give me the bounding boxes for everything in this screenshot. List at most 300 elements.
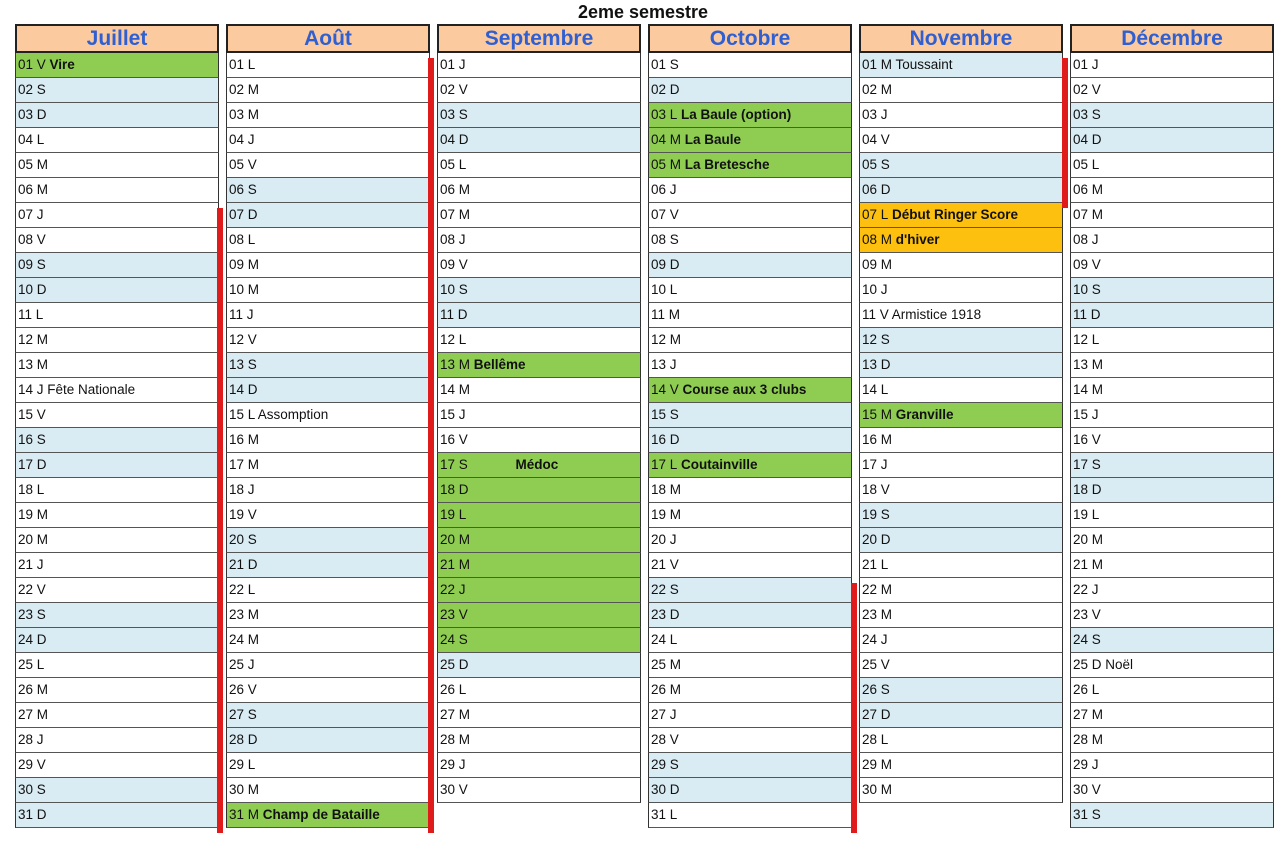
day-label: 10 D bbox=[18, 282, 47, 297]
month-header: Juillet bbox=[15, 24, 219, 53]
day-row bbox=[437, 228, 641, 253]
day-label: 01 M bbox=[862, 57, 893, 72]
day-row bbox=[1070, 528, 1274, 553]
day-row bbox=[226, 153, 430, 178]
day-label: 02 V bbox=[440, 82, 468, 97]
day-label: 10 J bbox=[862, 282, 888, 297]
day-row bbox=[15, 253, 219, 278]
day-label: 23 V bbox=[1073, 607, 1101, 622]
event-label: Champ de Bataille bbox=[259, 807, 380, 822]
day-row bbox=[226, 728, 430, 753]
event-label: d'hiver bbox=[892, 232, 940, 247]
day-row bbox=[648, 678, 852, 703]
day-label: 04 D bbox=[440, 132, 469, 147]
day-label: 22 M bbox=[862, 582, 893, 597]
day-row bbox=[1070, 53, 1274, 78]
day-row bbox=[859, 428, 1063, 453]
day-label: 30 V bbox=[1073, 782, 1101, 797]
day-row bbox=[437, 303, 641, 328]
day-row bbox=[859, 128, 1063, 153]
day-row bbox=[15, 503, 219, 528]
day-row bbox=[437, 778, 641, 803]
event-label: Toussaint bbox=[892, 57, 953, 72]
day-row bbox=[437, 553, 641, 578]
day-row bbox=[437, 153, 641, 178]
day-label: 07 D bbox=[229, 207, 258, 222]
day-row bbox=[1070, 503, 1274, 528]
day-row bbox=[15, 403, 219, 428]
day-row bbox=[226, 278, 430, 303]
day-label: 04 L bbox=[18, 132, 45, 147]
day-label: 01 S bbox=[651, 57, 679, 72]
day-row bbox=[1070, 128, 1274, 153]
day-label: 24 L bbox=[651, 632, 678, 647]
day-label: 11 M bbox=[651, 307, 681, 322]
day-row bbox=[226, 353, 430, 378]
day-row bbox=[226, 128, 430, 153]
day-label: 28 L bbox=[862, 732, 889, 747]
day-label: 16 D bbox=[651, 432, 680, 447]
day-row bbox=[859, 503, 1063, 528]
day-row bbox=[1070, 578, 1274, 603]
day-row bbox=[648, 628, 852, 653]
day-label: 20 M bbox=[1073, 532, 1104, 547]
day-row bbox=[1070, 678, 1274, 703]
day-label: 12 M bbox=[651, 332, 682, 347]
day-label: 17 L bbox=[651, 457, 678, 472]
day-label: 09 V bbox=[1073, 257, 1101, 272]
day-label: 22 J bbox=[440, 582, 466, 597]
day-row bbox=[648, 778, 852, 803]
day-label: 04 J bbox=[229, 132, 255, 147]
day-label: 27 M bbox=[440, 707, 471, 722]
day-label: 05 M bbox=[651, 157, 682, 172]
day-label: 22 V bbox=[18, 582, 46, 597]
day-label: 25 D bbox=[440, 657, 469, 672]
day-label: 27 M bbox=[18, 707, 49, 722]
day-label: 05 L bbox=[1073, 157, 1100, 172]
day-row bbox=[648, 603, 852, 628]
day-label: 05 M bbox=[18, 157, 49, 172]
day-row bbox=[437, 503, 641, 528]
day-label: 25 J bbox=[229, 657, 255, 672]
day-label: 15 L bbox=[229, 407, 255, 422]
event-label: Coutainville bbox=[677, 457, 758, 472]
day-label: 28 V bbox=[651, 732, 679, 747]
day-row bbox=[648, 328, 852, 353]
day-row bbox=[648, 728, 852, 753]
day-row bbox=[15, 203, 219, 228]
day-row bbox=[859, 178, 1063, 203]
day-row bbox=[859, 628, 1063, 653]
day-row bbox=[648, 153, 852, 178]
day-label: 21 J bbox=[18, 557, 44, 572]
day-row bbox=[226, 53, 430, 78]
day-label: 17 J bbox=[862, 457, 888, 472]
day-label: 12 V bbox=[229, 332, 257, 347]
day-label: 06 M bbox=[18, 182, 49, 197]
day-label: 18 D bbox=[440, 482, 469, 497]
day-row bbox=[859, 578, 1063, 603]
day-label: 19 S bbox=[862, 507, 890, 522]
day-row bbox=[437, 378, 641, 403]
day-row bbox=[1070, 303, 1274, 328]
day-row bbox=[437, 753, 641, 778]
day-label: 12 L bbox=[1073, 332, 1100, 347]
day-row bbox=[15, 328, 219, 353]
day-label: 14 M bbox=[440, 382, 471, 397]
day-label: 24 S bbox=[440, 632, 468, 647]
day-row bbox=[15, 353, 219, 378]
day-row bbox=[226, 253, 430, 278]
day-row bbox=[437, 203, 641, 228]
day-row bbox=[859, 553, 1063, 578]
day-label: 02 S bbox=[18, 82, 46, 97]
period-marker bbox=[1062, 58, 1068, 208]
day-row bbox=[1070, 328, 1274, 353]
day-label: 29 J bbox=[1073, 757, 1099, 772]
event-label: Vire bbox=[45, 57, 75, 72]
day-label: 22 L bbox=[229, 582, 256, 597]
day-row bbox=[1070, 353, 1274, 378]
day-row bbox=[437, 578, 641, 603]
day-label: 02 D bbox=[651, 82, 680, 97]
day-label: 01 L bbox=[229, 57, 256, 72]
day-label: 31 L bbox=[651, 807, 678, 822]
day-row bbox=[648, 378, 852, 403]
day-row bbox=[226, 178, 430, 203]
day-label: 26 L bbox=[440, 682, 467, 697]
day-row bbox=[437, 453, 641, 478]
day-row bbox=[859, 353, 1063, 378]
day-row bbox=[859, 453, 1063, 478]
day-row bbox=[648, 453, 852, 478]
day-row bbox=[1070, 778, 1274, 803]
day-row bbox=[437, 128, 641, 153]
day-label: 26 M bbox=[651, 682, 682, 697]
day-row bbox=[1070, 453, 1274, 478]
day-label: 13 J bbox=[651, 357, 677, 372]
day-row bbox=[15, 378, 219, 403]
day-label: 02 V bbox=[1073, 82, 1101, 97]
day-row bbox=[226, 678, 430, 703]
day-row bbox=[226, 303, 430, 328]
day-row bbox=[15, 678, 219, 703]
day-label: 25 V bbox=[862, 657, 890, 672]
day-label: 09 V bbox=[440, 257, 468, 272]
day-row bbox=[437, 178, 641, 203]
day-row bbox=[648, 203, 852, 228]
day-row bbox=[1070, 478, 1274, 503]
day-label: 31 D bbox=[18, 807, 47, 822]
day-label: 24 S bbox=[1073, 632, 1101, 647]
day-row bbox=[15, 753, 219, 778]
day-label: 20 M bbox=[440, 532, 471, 547]
day-label: 11 J bbox=[229, 307, 254, 322]
event-label: Début Ringer Score bbox=[888, 207, 1019, 222]
day-row bbox=[226, 703, 430, 728]
month-header: Novembre bbox=[859, 24, 1063, 53]
event-label: Noël bbox=[1101, 657, 1134, 672]
day-row bbox=[648, 353, 852, 378]
day-row bbox=[648, 578, 852, 603]
day-label: 15 M bbox=[862, 407, 893, 422]
day-label: 16 V bbox=[1073, 432, 1101, 447]
day-row bbox=[648, 103, 852, 128]
event-label: La Bretesche bbox=[681, 157, 770, 172]
day-label: 15 S bbox=[651, 407, 679, 422]
month-header: Octobre bbox=[648, 24, 852, 53]
day-label: 30 S bbox=[18, 782, 46, 797]
month-column-0 bbox=[15, 24, 219, 828]
day-label: 07 L bbox=[862, 207, 889, 222]
period-marker bbox=[428, 58, 434, 833]
day-label: 13 D bbox=[862, 357, 891, 372]
day-row bbox=[1070, 428, 1274, 453]
day-label: 05 S bbox=[862, 157, 890, 172]
day-row bbox=[15, 453, 219, 478]
event-label: Course aux 3 clubs bbox=[678, 382, 807, 397]
day-row bbox=[437, 53, 641, 78]
day-label: 16 V bbox=[440, 432, 468, 447]
day-label: 07 M bbox=[1073, 207, 1104, 222]
month-column-5 bbox=[1070, 24, 1274, 828]
day-row bbox=[1070, 178, 1274, 203]
day-label: 31 M bbox=[229, 807, 260, 822]
day-row bbox=[859, 378, 1063, 403]
day-row bbox=[859, 703, 1063, 728]
day-label: 19 L bbox=[440, 507, 467, 522]
day-row bbox=[226, 578, 430, 603]
day-row bbox=[437, 78, 641, 103]
day-row bbox=[859, 603, 1063, 628]
day-row bbox=[859, 228, 1063, 253]
day-label: 29 M bbox=[862, 757, 893, 772]
day-label: 24 D bbox=[18, 632, 47, 647]
day-row bbox=[15, 553, 219, 578]
day-label: 14 L bbox=[862, 382, 889, 397]
day-row bbox=[15, 628, 219, 653]
day-label: 01 J bbox=[440, 57, 466, 72]
day-label: 14 V bbox=[651, 382, 679, 397]
day-label: 12 L bbox=[440, 332, 467, 347]
day-label: 17 M bbox=[229, 457, 260, 472]
day-row bbox=[648, 503, 852, 528]
day-row bbox=[437, 653, 641, 678]
day-label: 27 M bbox=[1073, 707, 1104, 722]
day-label: 29 V bbox=[18, 757, 46, 772]
day-label: 18 L bbox=[18, 482, 45, 497]
day-row bbox=[15, 603, 219, 628]
day-row bbox=[1070, 703, 1274, 728]
day-row bbox=[1070, 653, 1274, 678]
day-label: 23 M bbox=[229, 607, 260, 622]
day-row bbox=[648, 278, 852, 303]
day-label: 03 S bbox=[440, 107, 468, 122]
day-row bbox=[1070, 803, 1274, 828]
day-row bbox=[1070, 728, 1274, 753]
day-label: 03 M bbox=[229, 107, 260, 122]
day-label: 19 M bbox=[18, 507, 49, 522]
period-marker bbox=[217, 208, 223, 833]
day-label: 08 L bbox=[229, 232, 256, 247]
day-label: 27 D bbox=[862, 707, 891, 722]
day-row bbox=[1070, 553, 1274, 578]
day-label: 12 M bbox=[18, 332, 49, 347]
day-label: 09 S bbox=[18, 257, 46, 272]
day-row bbox=[226, 228, 430, 253]
day-label: 13 M bbox=[440, 357, 471, 372]
event-label: Assomption bbox=[254, 407, 329, 422]
day-label: 07 V bbox=[651, 207, 679, 222]
day-row bbox=[226, 753, 430, 778]
day-row bbox=[1070, 228, 1274, 253]
day-row bbox=[437, 478, 641, 503]
day-label: 16 S bbox=[18, 432, 46, 447]
day-label: 05 L bbox=[440, 157, 467, 172]
day-row bbox=[648, 653, 852, 678]
day-label: 06 S bbox=[229, 182, 257, 197]
day-label: 26 L bbox=[1073, 682, 1100, 697]
day-row bbox=[1070, 203, 1274, 228]
day-row bbox=[437, 278, 641, 303]
day-label: 27 S bbox=[229, 707, 257, 722]
day-row bbox=[437, 703, 641, 728]
day-row bbox=[226, 203, 430, 228]
day-label: 29 S bbox=[651, 757, 679, 772]
day-label: 28 M bbox=[440, 732, 471, 747]
day-label: 08 J bbox=[440, 232, 466, 247]
day-row bbox=[1070, 253, 1274, 278]
day-label: 03 D bbox=[18, 107, 47, 122]
day-label: 21 V bbox=[651, 557, 679, 572]
day-row bbox=[859, 303, 1063, 328]
day-row bbox=[648, 703, 852, 728]
day-row bbox=[15, 728, 219, 753]
day-label: 10 L bbox=[651, 282, 678, 297]
day-row bbox=[15, 428, 219, 453]
day-row bbox=[859, 78, 1063, 103]
month-column-1 bbox=[226, 24, 430, 828]
day-label: 06 M bbox=[1073, 182, 1104, 197]
day-row bbox=[648, 128, 852, 153]
day-label: 30 M bbox=[862, 782, 893, 797]
event-label: Bellême bbox=[470, 357, 526, 372]
day-label: 22 S bbox=[651, 582, 679, 597]
day-row bbox=[226, 428, 430, 453]
day-label: 17 S bbox=[440, 457, 468, 472]
day-row bbox=[15, 578, 219, 603]
day-label: 12 S bbox=[862, 332, 890, 347]
day-row bbox=[859, 653, 1063, 678]
day-row bbox=[437, 628, 641, 653]
day-row bbox=[1070, 278, 1274, 303]
day-row bbox=[226, 328, 430, 353]
day-label: 25 M bbox=[651, 657, 682, 672]
day-label: 09 M bbox=[229, 257, 260, 272]
day-row bbox=[437, 728, 641, 753]
day-label: 07 M bbox=[440, 207, 471, 222]
day-row bbox=[226, 378, 430, 403]
period-marker bbox=[851, 583, 857, 833]
day-label: 25 D bbox=[1073, 657, 1102, 672]
day-label: 20 S bbox=[229, 532, 257, 547]
day-row bbox=[1070, 78, 1274, 103]
day-row bbox=[859, 328, 1063, 353]
day-label: 26 S bbox=[862, 682, 890, 697]
day-label: 15 V bbox=[18, 407, 46, 422]
day-row bbox=[15, 178, 219, 203]
day-row bbox=[15, 278, 219, 303]
day-label: 24 M bbox=[229, 632, 260, 647]
day-label: 13 M bbox=[18, 357, 49, 372]
day-row bbox=[15, 128, 219, 153]
day-label: 10 S bbox=[440, 282, 468, 297]
day-label: 19 M bbox=[651, 507, 682, 522]
day-row bbox=[1070, 603, 1274, 628]
day-label: 03 L bbox=[651, 107, 678, 122]
day-row bbox=[648, 803, 852, 828]
day-row bbox=[15, 528, 219, 553]
day-row bbox=[15, 303, 219, 328]
day-row bbox=[648, 178, 852, 203]
day-row bbox=[648, 428, 852, 453]
day-row bbox=[437, 103, 641, 128]
day-row bbox=[859, 778, 1063, 803]
day-label: 09 M bbox=[862, 257, 893, 272]
day-label: 04 M bbox=[651, 132, 682, 147]
day-row bbox=[648, 228, 852, 253]
month-column-4 bbox=[859, 24, 1063, 803]
day-label: 14 D bbox=[229, 382, 258, 397]
day-row bbox=[648, 53, 852, 78]
day-row bbox=[859, 153, 1063, 178]
day-row bbox=[1070, 628, 1274, 653]
day-row bbox=[226, 453, 430, 478]
day-label: 30 M bbox=[229, 782, 260, 797]
day-label: 13 M bbox=[1073, 357, 1104, 372]
day-label: 18 D bbox=[1073, 482, 1102, 497]
day-label: 23 M bbox=[862, 607, 893, 622]
day-label: 24 J bbox=[862, 632, 888, 647]
day-label: 06 D bbox=[862, 182, 891, 197]
event-label: Armistice 1918 bbox=[888, 307, 982, 322]
day-label: 25 L bbox=[18, 657, 45, 672]
day-row bbox=[648, 303, 852, 328]
day-row bbox=[859, 53, 1063, 78]
day-row bbox=[226, 628, 430, 653]
day-row bbox=[437, 253, 641, 278]
day-label: 07 J bbox=[18, 207, 44, 222]
month-column-3 bbox=[648, 24, 852, 828]
day-row bbox=[437, 403, 641, 428]
day-label: 26 M bbox=[18, 682, 49, 697]
day-row bbox=[226, 653, 430, 678]
day-label: 31 S bbox=[1073, 807, 1101, 822]
day-row bbox=[15, 653, 219, 678]
day-label: 16 M bbox=[862, 432, 893, 447]
day-row bbox=[226, 478, 430, 503]
day-label: 28 J bbox=[18, 732, 44, 747]
day-row bbox=[226, 78, 430, 103]
day-label: 16 M bbox=[229, 432, 260, 447]
day-row bbox=[648, 753, 852, 778]
day-row bbox=[437, 428, 641, 453]
day-label: 06 J bbox=[651, 182, 677, 197]
day-label: 11 D bbox=[1073, 307, 1101, 322]
day-label: 08 S bbox=[651, 232, 679, 247]
day-label: 06 M bbox=[440, 182, 471, 197]
